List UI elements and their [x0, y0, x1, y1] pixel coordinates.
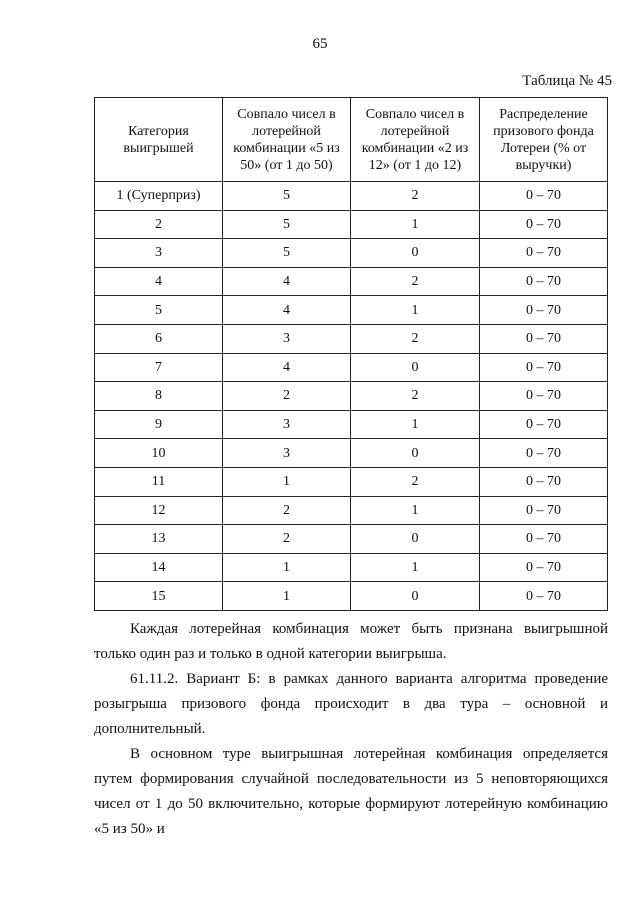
table-row	[95, 525, 608, 554]
cell-match-5-of-50: 4	[223, 353, 351, 382]
cell-match-2-of-12: 0	[351, 239, 480, 268]
table-header-row	[95, 98, 608, 182]
page-number: 65	[312, 36, 328, 52]
cell-match-5-of-50: 2	[223, 525, 351, 554]
cell-match-2-of-12: 0	[351, 439, 480, 468]
prize-distribution-table	[94, 97, 608, 611]
cell-category: 3	[95, 239, 223, 268]
cell-match-5-of-50: 3	[223, 439, 351, 468]
table-row	[95, 553, 608, 582]
cell-match-2-of-12: 2	[351, 324, 480, 353]
cell-category: 4	[95, 267, 223, 296]
table-row	[95, 239, 608, 268]
table-row	[95, 182, 608, 211]
table-row	[95, 296, 608, 325]
table-row	[95, 410, 608, 439]
cell-category: 7	[95, 353, 223, 382]
cell-match-5-of-50: 4	[223, 296, 351, 325]
cell-match-2-of-12: 2	[351, 182, 480, 211]
cell-category: 11	[95, 467, 223, 496]
cell-match-5-of-50: 5	[223, 182, 351, 211]
table-row	[95, 582, 608, 611]
paragraph-text: 61.11.2. Вариант Б: в рамках данного варианта алгоритма проведение розыгрыша призового фонда происходит в два тура – основной и дополнительный.	[94, 671, 608, 737]
cell-category: 6	[95, 324, 223, 353]
cell-prize-share: 0 – 70	[480, 324, 608, 353]
cell-category: 13	[95, 525, 223, 554]
cell-match-2-of-12: 1	[351, 496, 480, 525]
cell-prize-share: 0 – 70	[480, 296, 608, 325]
cell-match-2-of-12: 0	[351, 582, 480, 611]
cell-match-2-of-12: 1	[351, 410, 480, 439]
table-label: Таблица № 45	[522, 73, 612, 89]
cell-prize-share: 0 – 70	[480, 439, 608, 468]
cell-prize-share: 0 – 70	[480, 582, 608, 611]
cell-match-5-of-50: 1	[223, 467, 351, 496]
cell-prize-share: 0 – 70	[480, 553, 608, 582]
cell-match-2-of-12: 1	[351, 553, 480, 582]
cell-match-5-of-50: 1	[223, 582, 351, 611]
table-row	[95, 267, 608, 296]
table-row	[95, 496, 608, 525]
cell-prize-share: 0 – 70	[480, 410, 608, 439]
cell-category: 12	[95, 496, 223, 525]
cell-prize-share: 0 – 70	[480, 496, 608, 525]
cell-prize-share: 0 – 70	[480, 382, 608, 411]
cell-match-5-of-50: 2	[223, 496, 351, 525]
cell-match-5-of-50: 1	[223, 553, 351, 582]
paragraph-text: Каждая лотерейная комбинация может быть признана выигрышной только один раз и только в одной категории выигрыша.	[94, 621, 608, 662]
cell-category: 5	[95, 296, 223, 325]
header-match-2-of-12: Совпало чисел в лотерейной комбинации «2 из 12» (от 1 до 12)	[351, 98, 480, 182]
cell-prize-share: 0 – 70	[480, 525, 608, 554]
paragraph-text: В основном туре выигрышная лотерейная комбинация определяется путем формирования случайной последовательности из 5 неповторяющихся чисел от 1 до 50 включительно, которые формируют лотерейную комбинацию «5 из 50» и	[94, 746, 608, 837]
cell-match-5-of-50: 5	[223, 239, 351, 268]
paragraph-main-round	[94, 742, 608, 842]
cell-match-2-of-12: 2	[351, 382, 480, 411]
cell-match-5-of-50: 3	[223, 324, 351, 353]
cell-category: 15	[95, 582, 223, 611]
cell-match-2-of-12: 1	[351, 210, 480, 239]
table-body	[95, 182, 608, 611]
cell-match-2-of-12: 0	[351, 525, 480, 554]
cell-category: 9	[95, 410, 223, 439]
cell-category: 2	[95, 210, 223, 239]
cell-match-5-of-50: 3	[223, 410, 351, 439]
cell-category: 8	[95, 382, 223, 411]
cell-prize-share: 0 – 70	[480, 467, 608, 496]
cell-match-5-of-50: 4	[223, 267, 351, 296]
cell-prize-share: 0 – 70	[480, 182, 608, 211]
paragraph-single-win-rule	[94, 617, 608, 667]
cell-prize-share: 0 – 70	[480, 353, 608, 382]
cell-prize-share: 0 – 70	[480, 267, 608, 296]
cell-match-2-of-12: 2	[351, 267, 480, 296]
cell-category: 1 (Суперприз)	[95, 182, 223, 211]
cell-match-5-of-50: 5	[223, 210, 351, 239]
cell-match-2-of-12: 1	[351, 296, 480, 325]
cell-category: 14	[95, 553, 223, 582]
cell-match-2-of-12: 2	[351, 467, 480, 496]
cell-match-2-of-12: 0	[351, 353, 480, 382]
table-row	[95, 382, 608, 411]
table-row	[95, 210, 608, 239]
table-row	[95, 353, 608, 382]
paragraph-variant-b	[94, 667, 608, 742]
table-row	[95, 467, 608, 496]
header-prize-distribution: Распределение призового фонда Лотереи (% от выручки)	[480, 98, 608, 182]
table-row	[95, 324, 608, 353]
table-row	[95, 439, 608, 468]
header-category: Категория выигрышей	[95, 98, 223, 182]
cell-category: 10	[95, 439, 223, 468]
cell-prize-share: 0 – 70	[480, 210, 608, 239]
cell-prize-share: 0 – 70	[480, 239, 608, 268]
cell-match-5-of-50: 2	[223, 382, 351, 411]
header-match-5-of-50: Совпало чисел в лотерейной комбинации «5 из 50» (от 1 до 50)	[223, 98, 351, 182]
